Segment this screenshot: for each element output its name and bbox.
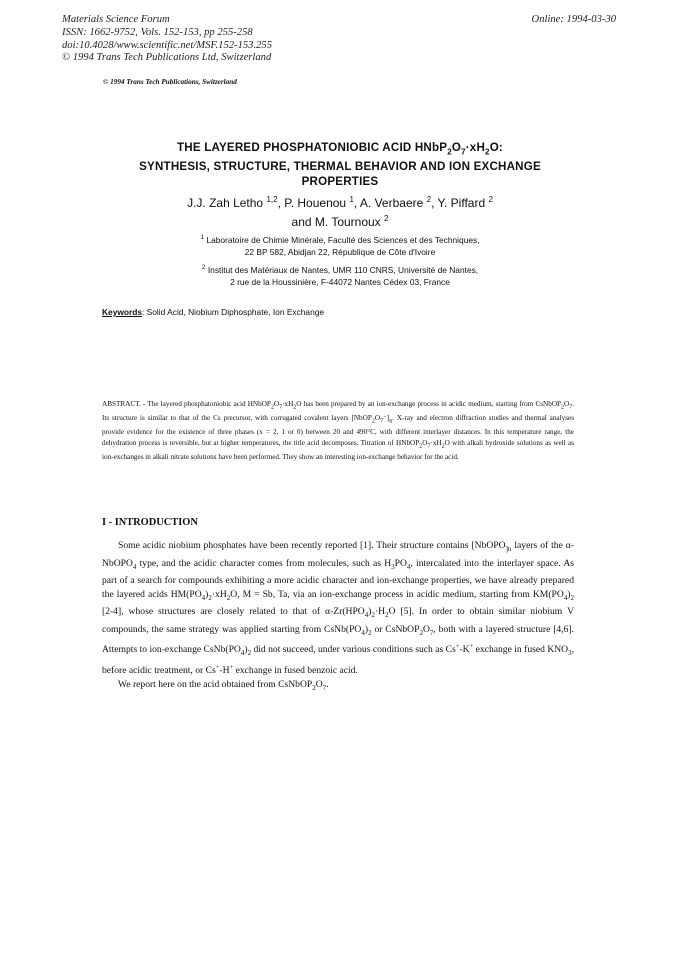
keywords [102,307,324,317]
abstract-label: ABSTRACT. [102,400,141,408]
journal-name: Materials Science Forum [62,14,170,25]
keywords-label: Keywords [102,307,143,317]
title-line-3: PROPERTIES [301,175,379,189]
paragraph: Some acidic niobium phosphates have been recently reported [1]. Their structure contains [NbOPO$_{]n}$ layers of the α-NbOPO$_4$ type, and the acidic character comes from molecules, such as $H_3PO_4$, intercalated into the interlayer space. As part of a search for compounds exhibiting a more acidic character and ion-exchange properties, we have already prepared the layered acids $HM(PO_4)_2\cdot xH_2O$, M = Sb, Ta, via an ion-exchange process in acidic medium, starting from $KM(PO_4)_2$ [2-4], whose structures are closely related to that of $\alpha-Zr(HPO_4)_2\cdot H_2O$ [5]. In order to obtain similar niobium V compounds, the same strategy was applied starting from $CsNb(PO_4)_2$ or $CsNbOP_2O_7$, both with a layered structure [4,6]. Attempts to ion-exchange $CsNb(PO_4)_2$ did not succeed, under various conditions such as Cs+-K+ exchange in fused $KNO_3$, before acidic treatment, or Cs+-H+ exchange in fused benzoic acid. [102,540,575,676]
author-name: Y. Piffard [437,196,486,210]
author-name: J.J. Zah Letho [187,196,264,210]
keywords-text: : Solid Acid, Niobium Diphosphate, Ion Exchange [142,307,325,317]
copyright-line: © 1994 Trans Tech Publications Ltd, Switzerland [62,52,272,64]
online-date: Online: 1994-03-30 [531,14,616,25]
paper-title [90,140,590,189]
section-heading-introduction: I - INTRODUCTION [102,517,198,528]
title-line-1: THE LAYERED PHOSPHATONIOBIC ACID $HNbP_2O_7\cdot xH_2O$: [177,141,503,157]
paragraph: We report here on the acid obtained from $CsNbOP_2O_7$. [118,678,329,692]
affiliation-1: $^1$ Laboratoire de Chimie Minérale, Faculté des Sciences et des Techniques, 22 BP 582, Abidjan 22, République de Côte d'Ivoire [200,234,480,257]
publication-metadata [62,14,272,65]
title-line-2: SYNTHESIS, STRUCTURE, THERMAL BEHAVIOR AND ION EXCHANGE [139,160,541,174]
introduction-body [102,539,574,695]
abstract: ABSTRACT. - The layered phosphatoniobic acid $HNbOP_2O_7\cdot xH_2O$ has been prepared by an ion-exchange process in acidic medium, starting from $CsNbOP_2O_7$. Its structure is similar to that of the Cs precursor, with corrugated covalent layers $[NbOP_2O_7^-]_n$. X-ray and electron diffraction studies and thermal analyses provide evidence for the existence of three phases (x = 2, 1 or 0) between 20 and 490°C, with different interlayer distances. In this temperature range, the dehydration process is reversible, but at higher temperatures, the title acid decomposes. Titration of $HNbOP_2O_7\cdot xH_2O$ with alkali hydroxide solutions as well as ion-exchanges in alkali nitrate solutions have been performed. They show an interesting ion-exchange behavior for the acid. [102,400,575,461]
doi-line: doi:10.4028/www.scientific.net/MSF.152-153.255 [62,39,272,51]
affiliation-2: $^2$ Institut des Matériaux de Nantes, UMR 110 CNRS, Université de Nantes, 2 rue de la Houssinière, F-44072 Nantes Cédex 03, France [201,264,479,287]
issn-line: ISSN: 1662-9752, Vols. 152-153, pp 255-258 [62,26,253,38]
author-name: A. Verbaere [359,196,424,210]
author-name: P. Houenou [284,196,347,210]
author-name: and M. Tournoux [291,215,381,229]
publisher-copyright: © 1994 Trans Tech Publications, Switzerland [103,78,237,86]
author-list: J.J. Zah Letho $^{1,2}$, P. Houenou $^1$, A. Verbaere $^2$, Y. Piffard $^2$ and M. Tournoux $^2$ [187,195,493,229]
